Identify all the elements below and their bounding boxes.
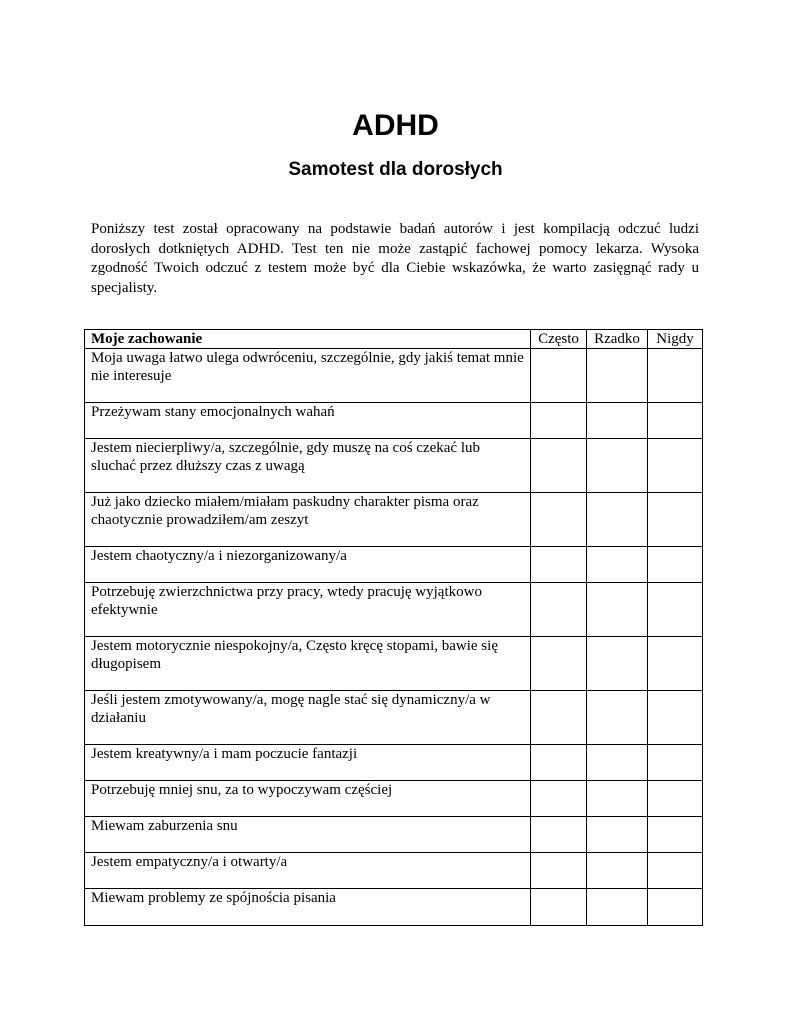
answer-cell-never[interactable]	[648, 439, 703, 493]
answer-cell-rarely[interactable]	[587, 781, 648, 817]
behaviour-text: Jeśli jestem zmotywowany/a, mogę nagle stać się dynamiczny/a w działaniu	[85, 691, 531, 745]
behaviour-text: Jestem niecierpliwy/a, szczególnie, gdy muszę na coś czekać lub sluchać przez dłuższy czas z uwagą	[85, 439, 531, 493]
behaviour-text: Miewam zaburzenia snu	[85, 817, 531, 853]
behaviour-text: Potrzebuję mniej snu, za to wypoczywam częściej	[85, 781, 531, 817]
questionnaire-table	[84, 329, 703, 926]
answer-cell-often[interactable]	[531, 439, 587, 493]
answer-cell-rarely[interactable]	[587, 439, 648, 493]
header-behaviour: Moje zachowanie	[85, 330, 531, 349]
header-rarely: Rzadko	[587, 330, 648, 349]
answer-cell-never[interactable]	[648, 817, 703, 853]
behaviour-text: Jestem motorycznie niespokojny/a, Często kręcę stopami, bawie się długopisem	[85, 637, 531, 691]
table-row	[85, 547, 703, 583]
answer-cell-often[interactable]	[531, 493, 587, 547]
header-often: Często	[531, 330, 587, 349]
answer-cell-often[interactable]	[531, 781, 587, 817]
answer-cell-never[interactable]	[648, 781, 703, 817]
answer-cell-rarely[interactable]	[587, 403, 648, 439]
page-title: ADHD	[352, 109, 439, 142]
behaviour-text: Moja uwaga łatwo ulega odwróceniu, szczególnie, gdy jakiś temat mnie nie interesuje	[85, 349, 531, 403]
behaviour-text: Jestem chaotyczny/a i niezorganizowany/a	[85, 547, 531, 583]
answer-cell-often[interactable]	[531, 583, 587, 637]
table-row	[85, 745, 703, 781]
answer-cell-rarely[interactable]	[587, 817, 648, 853]
answer-cell-often[interactable]	[531, 691, 587, 745]
answer-cell-never[interactable]	[648, 745, 703, 781]
header-never: Nigdy	[648, 330, 703, 349]
answer-cell-often[interactable]	[531, 889, 587, 926]
table-row	[85, 583, 703, 637]
intro-paragraph: Poniższy test został opracowany na podstawie badań autorów i jest kompilacją odczuć ludzi dorosłych dotkniętych ADHD. Test ten nie może zastąpić fachowej pomocy lekarza. Wysoka zgodność Twoich odczuć z testem może być dla Ciebie wskazówka, że warto zasięgnąć rady u specjalisty.	[91, 221, 699, 296]
behaviour-text: Jestem empatyczny/a i otwarty/a	[85, 853, 531, 889]
answer-cell-never[interactable]	[648, 853, 703, 889]
answer-cell-rarely[interactable]	[587, 583, 648, 637]
answer-cell-often[interactable]	[531, 853, 587, 889]
behaviour-text: Już jako dziecko miałem/miałam paskudny charakter pisma oraz chaotycznie prowadziłem/am zeszyt	[85, 493, 531, 547]
answer-cell-never[interactable]	[648, 889, 703, 926]
table-row	[85, 439, 703, 493]
table-header-row	[85, 330, 703, 349]
behaviour-text: Potrzebuję zwierzchnictwa przy pracy, wtedy pracuję wyjątkowo efektywnie	[85, 583, 531, 637]
answer-cell-rarely[interactable]	[587, 853, 648, 889]
table-row	[85, 853, 703, 889]
answer-cell-rarely[interactable]	[587, 349, 648, 403]
answer-cell-never[interactable]	[648, 637, 703, 691]
answer-cell-never[interactable]	[648, 403, 703, 439]
answer-cell-often[interactable]	[531, 745, 587, 781]
behaviour-text: Miewam problemy ze spójnościa pisania	[85, 889, 531, 926]
answer-cell-never[interactable]	[648, 493, 703, 547]
answer-cell-never[interactable]	[648, 583, 703, 637]
answer-cell-rarely[interactable]	[587, 691, 648, 745]
answer-cell-often[interactable]	[531, 547, 587, 583]
answer-cell-often[interactable]	[531, 637, 587, 691]
answer-cell-rarely[interactable]	[587, 637, 648, 691]
table-row	[85, 691, 703, 745]
answer-cell-rarely[interactable]	[587, 889, 648, 926]
behaviour-text: Przeżywam stany emocjonalnych wahań	[85, 403, 531, 439]
answer-cell-often[interactable]	[531, 817, 587, 853]
table-row	[85, 637, 703, 691]
table-row	[85, 781, 703, 817]
behaviour-text: Jestem kreatywny/a i mam poczucie fantazji	[85, 745, 531, 781]
answer-cell-rarely[interactable]	[587, 745, 648, 781]
answer-cell-never[interactable]	[648, 349, 703, 403]
answer-cell-often[interactable]	[531, 403, 587, 439]
table-row	[85, 493, 703, 547]
table-row	[85, 817, 703, 853]
table-row	[85, 889, 703, 926]
page-subtitle: Samotest dla dorosłych	[288, 159, 503, 180]
answer-cell-rarely[interactable]	[587, 547, 648, 583]
answer-cell-never[interactable]	[648, 691, 703, 745]
answer-cell-often[interactable]	[531, 349, 587, 403]
table-row	[85, 349, 703, 403]
table-row	[85, 403, 703, 439]
answer-cell-rarely[interactable]	[587, 493, 648, 547]
answer-cell-never[interactable]	[648, 547, 703, 583]
